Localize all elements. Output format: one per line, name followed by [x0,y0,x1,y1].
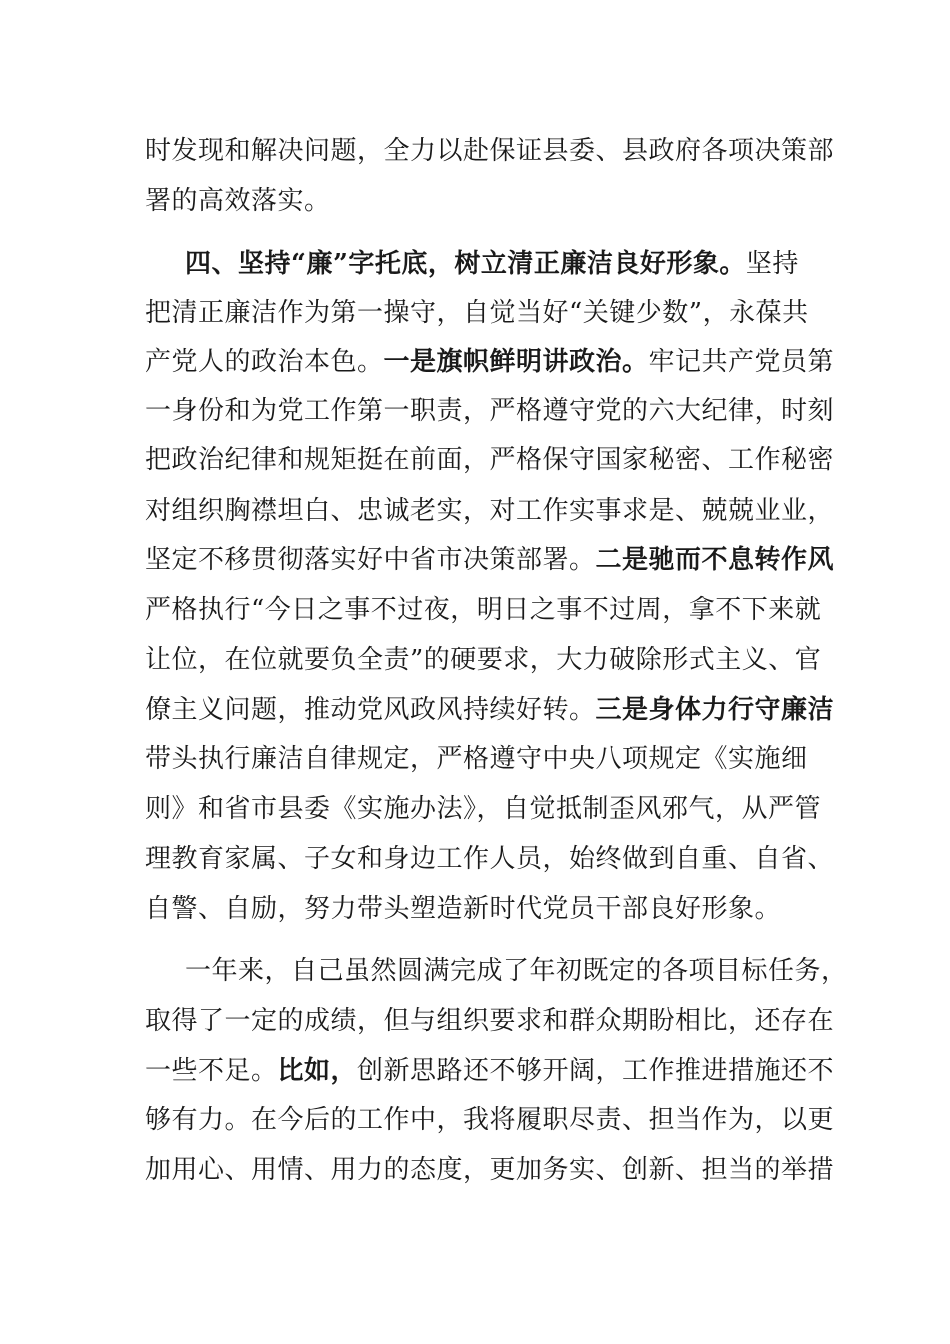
text-line [145,535,835,585]
text-line: 理教育家属、子女和身边工作人员，始终做到自重、自省、 [145,844,835,874]
text-line: 时发现和解决问题，全力以赴保证县委、县政府各项决策部 [145,136,835,166]
text-line: 对组织胸襟坦白、忠诚老实，对工作实事求是、兢兢业业， [145,496,835,526]
text-line: 把清正廉洁作为第一操守，自觉当好“关键少数”，永葆共 [145,298,809,328]
text-span: 一些不足。 [145,1056,278,1086]
text-span: 产党人的政治本色。 [145,347,384,377]
bold-phrase: 比如， [277,1056,358,1086]
text-span: 坚持 [745,249,799,279]
text-line: 则》和省市县委《实施办法》，自觉抵制歪风邪气，从严管 [145,794,822,824]
text-line: 让位，在位就要负全责”的硬要求，大力破除形式主义、官 [145,645,822,675]
text-line: 取得了一定的成绩，但与组织要求和群众期盼相比，还存在 [145,1006,835,1036]
text-span: 僚主义问题，推动党风政风持续好转。 [145,695,596,725]
text-line: 加用心、用情、用力的态度，更加务实、创新、担当的举措 [145,1155,835,1185]
text-span: 创新思路还不够开阔，工作推进措施还不 [357,1056,835,1086]
text-line [145,1046,835,1096]
bold-phrase: 一是旗帜鲜明讲政治。 [383,347,649,377]
text-line: 带头执行廉洁自律规定，严格遵守中央八项规定《实施细 [145,744,808,774]
section-heading: 四、坚持“廉”字托底，树立清正廉洁良好形象。 [185,249,746,279]
text-line: 一身份和为党工作第一职责，严格遵守党的六大纪律，时刻 [145,396,835,426]
text-line: 一年来，自己虽然圆满完成了年初既定的各项目标任务， [185,956,848,986]
text-span: 牢记共产党员第 [648,347,835,377]
bold-phrase: 二是驰而不息转作风 [595,545,835,575]
text-line [145,685,835,735]
text-line: 够有力。在今后的工作中，我将履职尽责、担当作为，以更 [145,1105,835,1135]
text-line [185,239,865,289]
bold-phrase: 三是身体力行守廉洁 [595,695,835,725]
text-line: 署的高效落实。 [145,186,331,216]
text-line: 自警、自励，努力带头塑造新时代党员干部良好形象。 [145,894,782,924]
text-span: 坚定不移贯彻落实好中省市决策部署。 [145,545,596,575]
text-line [145,337,835,387]
text-line: 严格执行“今日之事不过夜，明日之事不过周，拿不下来就 [145,595,822,625]
text-line: 把政治纪律和规矩挺在前面，严格保守国家秘密、工作秘密 [145,445,835,475]
